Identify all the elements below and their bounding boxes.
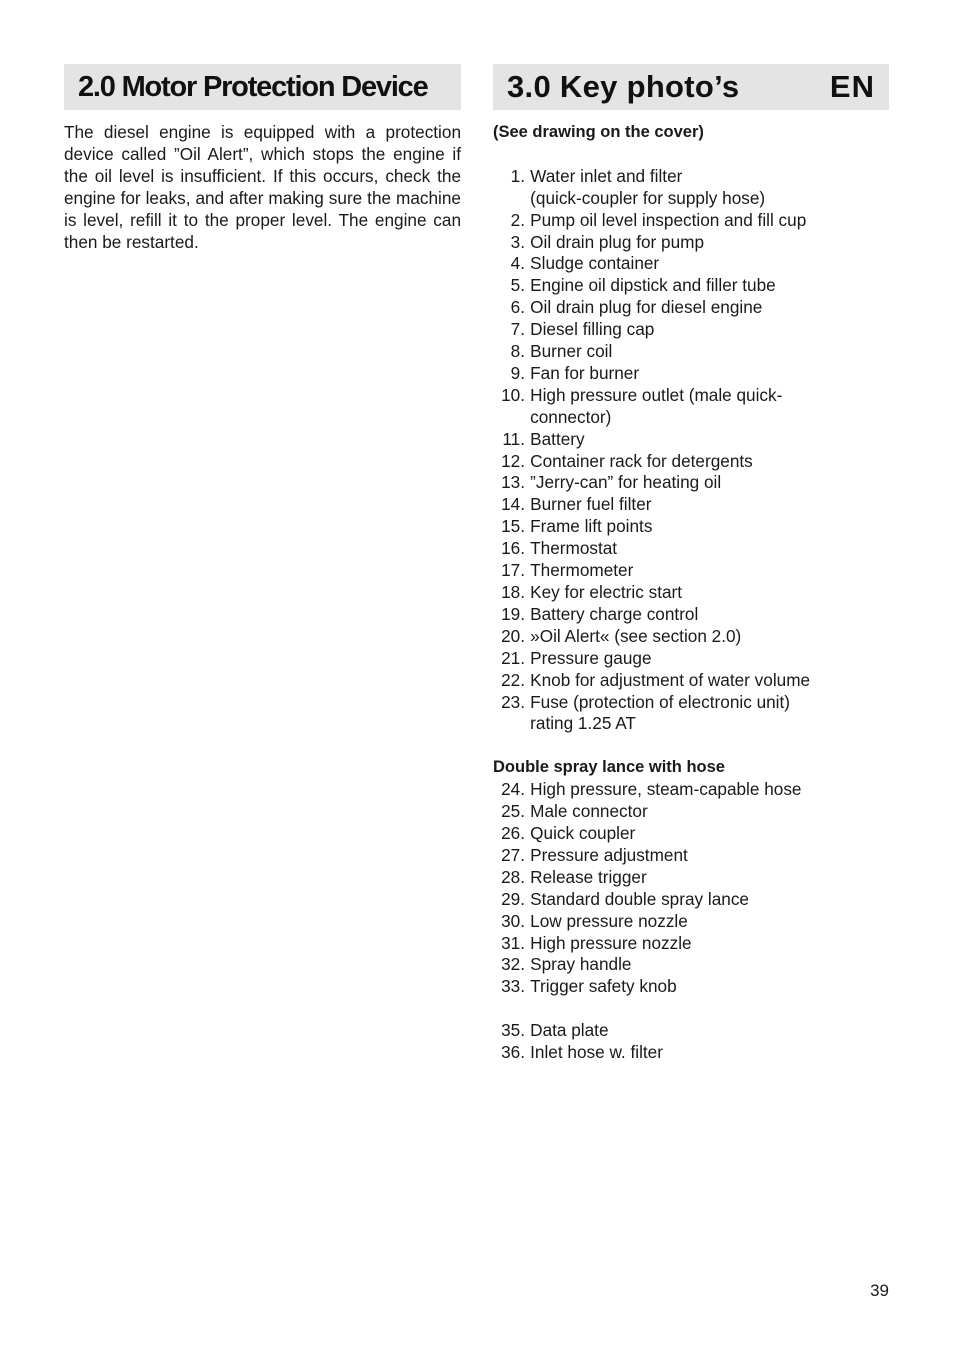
list-item-text: Data plate (530, 1020, 609, 1041)
list-item-number: 20. (501, 625, 525, 646)
list-item-number: 5. (510, 275, 525, 296)
list-item (493, 1042, 889, 1064)
list-item (493, 538, 889, 560)
list-item-number: 24. (501, 779, 525, 800)
list-item-text: Quick coupler (530, 822, 636, 843)
list-item-text: Sludge container (530, 253, 660, 274)
list-item-number: 25. (501, 801, 525, 822)
list-item-number (493, 188, 525, 210)
section-2-title: 2.0 Motor Protection Device (78, 70, 428, 103)
list-item (493, 494, 889, 516)
list-item (493, 363, 889, 385)
list-item (493, 823, 889, 845)
right-column (493, 64, 889, 1064)
list-gap (493, 998, 889, 1020)
list-item-number: 16. (501, 538, 525, 559)
list-item (493, 582, 889, 604)
list-item-number: 29. (501, 888, 525, 909)
list-item-text: Frame lift points (530, 516, 653, 537)
key-list-spray-lance (493, 779, 889, 998)
list-item (493, 210, 889, 232)
list-item-text: Key for electric start (530, 582, 683, 603)
list-item-text: Fuse (protection of electronic unit) (530, 691, 790, 712)
list-item (493, 429, 889, 451)
list-item-number: 13. (501, 472, 525, 493)
list-item (493, 648, 889, 670)
list-item-text: Thermometer (530, 560, 634, 581)
list-item-text: Knob for adjustment of water volume (530, 669, 811, 690)
list-item-text: Container rack for detergents (530, 450, 753, 471)
list-item-text: Male connector (530, 801, 648, 822)
list-item (493, 560, 889, 582)
list-item-number: 4. (510, 253, 525, 274)
list-item-text: High pressure nozzle (530, 932, 692, 953)
list-item-text: Burner fuel filter (530, 494, 652, 515)
list-item (493, 889, 889, 911)
list-item-number: 2. (510, 209, 525, 230)
list-item-number: 32. (501, 954, 525, 975)
list-item (493, 779, 889, 801)
left-column (64, 64, 461, 253)
list-item-text: Burner coil (530, 341, 613, 362)
list-item-text: Oil drain plug for pump (530, 231, 705, 252)
list-item-text: Water inlet and filter (530, 165, 683, 186)
list-item (493, 407, 889, 429)
list-item-text: Engine oil dipstick and filler tube (530, 275, 776, 296)
list-item-number: 33. (501, 976, 525, 997)
list-item-number: 12. (501, 450, 525, 471)
list-item-text: Pressure gauge (530, 647, 652, 668)
list-item (493, 319, 889, 341)
section-3-title: 3.0 Key photo’s (507, 69, 740, 104)
list-item-text: Thermostat (530, 538, 618, 559)
list-item-text: rating 1.25 AT (530, 713, 636, 734)
list-item-number: 36. (501, 1042, 525, 1063)
list-item-number: 18. (501, 582, 525, 603)
list-item-text: Pump oil level inspection and fill cup (530, 209, 807, 230)
list-item (493, 451, 889, 473)
list-item (493, 275, 889, 297)
list-item-number: 19. (501, 603, 525, 624)
list-item (493, 232, 889, 254)
list-item (493, 253, 889, 275)
list-item-number: 7. (510, 319, 525, 340)
list-item-text: Release trigger (530, 866, 647, 887)
list-item-text: (quick-coupler for supply hose) (530, 187, 766, 208)
list-item (493, 516, 889, 538)
list-item (493, 1020, 889, 1042)
section-3-header (493, 64, 889, 110)
list-item-number: 35. (501, 1020, 525, 1041)
list-item-text: »Oil Alert« (see section 2.0) (530, 625, 742, 646)
list-item-text: Trigger safety knob (530, 976, 677, 997)
list-item-number: 31. (501, 932, 525, 953)
list-item-number: 15. (501, 516, 525, 537)
list-item (493, 801, 889, 823)
list-item (493, 954, 889, 976)
list-item (493, 670, 889, 692)
list-item (493, 911, 889, 933)
list-item-number: 14. (501, 494, 525, 515)
spray-lance-heading: Double spray lance with hose (493, 758, 725, 777)
list-item-number: 21. (501, 647, 525, 668)
list-item-number (493, 407, 525, 429)
list-item-text: Oil drain plug for diesel engine (530, 297, 763, 318)
list-item-number: 10. (501, 384, 525, 405)
list-item-text: connector) (530, 406, 612, 427)
list-item-text: Inlet hose w. filter (530, 1042, 663, 1063)
list-item (493, 692, 889, 714)
list-item-number: 3. (510, 231, 525, 252)
motor-protection-paragraph: The diesel engine is equipped with a protection device called ”Oil Alert”, which stops the engine if the oil level is insufficient. If this occurs, check the engine for leaks, and after making sure the machine is level, refill it to the proper level. The engine can then be restarted. (64, 122, 461, 252)
language-code: EN (829, 69, 875, 104)
list-item-text: Low pressure nozzle (530, 910, 688, 931)
list-item-number: 27. (501, 844, 525, 865)
list-item-number: 17. (501, 560, 525, 581)
list-item (493, 976, 889, 998)
list-item-text: Battery (530, 428, 585, 449)
page-number: 39 (870, 1281, 889, 1300)
list-item-text: Standard double spray lance (530, 888, 749, 909)
list-item-text: Battery charge control (530, 603, 699, 624)
list-item-number (493, 713, 525, 735)
list-item-number: 22. (501, 669, 525, 690)
key-list-main (493, 166, 889, 736)
list-item (493, 604, 889, 626)
list-item (493, 713, 889, 735)
list-item-text: High pressure outlet (male quick- (530, 384, 783, 405)
list-item-number: 11. (502, 428, 525, 449)
section-2-header (64, 64, 461, 110)
list-item-number: 9. (510, 362, 525, 383)
list-item-text: Pressure adjustment (530, 844, 688, 865)
list-item (493, 626, 889, 648)
list-item (493, 297, 889, 319)
list-item (493, 166, 889, 188)
list-item-number: 28. (501, 866, 525, 887)
list-item-text: Spray handle (530, 954, 632, 975)
list-item-number: 1. (510, 165, 525, 186)
list-item (493, 845, 889, 867)
list-item-number: 6. (510, 297, 525, 318)
list-item (493, 341, 889, 363)
list-item (493, 385, 889, 407)
list-item-number: 30. (501, 910, 525, 931)
list-item-text: Fan for burner (530, 362, 640, 383)
list-item (493, 472, 889, 494)
list-item-text: ”Jerry-can” for heating oil (530, 472, 722, 493)
list-item-number: 8. (510, 341, 525, 362)
list-item (493, 867, 889, 889)
drawing-reference: (See drawing on the cover) (493, 123, 704, 141)
key-list-extra (493, 1020, 889, 1064)
list-item (493, 933, 889, 955)
list-item (493, 188, 889, 210)
list-item-number: 23. (501, 691, 525, 712)
list-item-text: High pressure, steam-capable hose (530, 779, 802, 800)
list-item-text: Diesel filling cap (530, 319, 655, 340)
list-item-number: 26. (501, 822, 525, 843)
